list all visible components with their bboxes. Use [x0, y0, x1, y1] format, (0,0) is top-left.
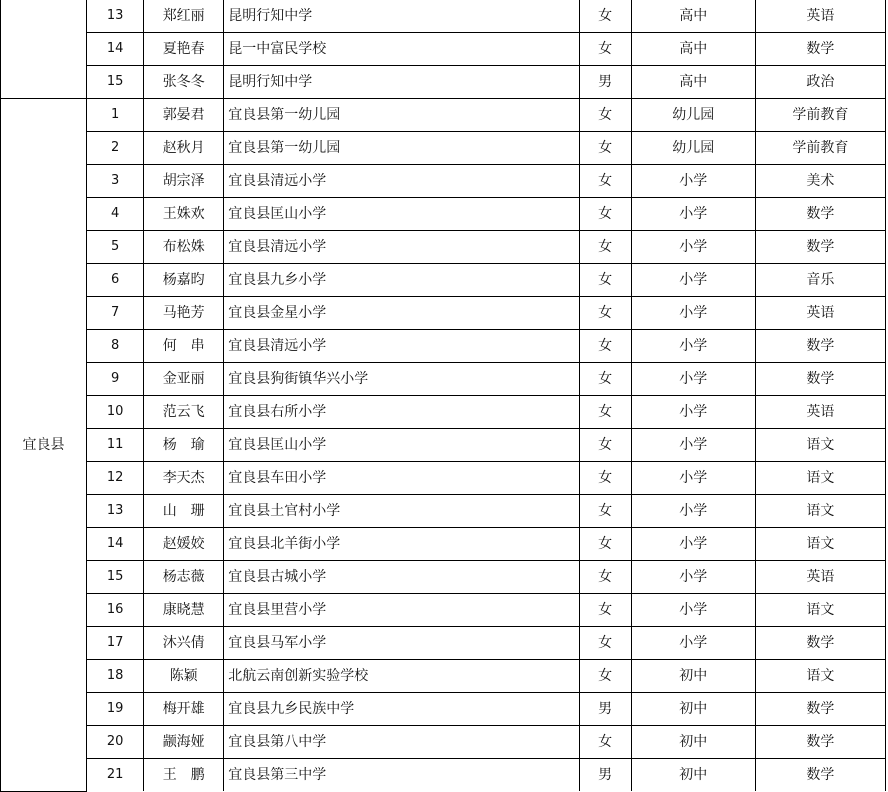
school-name-cell: 昆明行知中学: [224, 0, 579, 33]
teacher-name-cell: 杨 瑜: [144, 429, 224, 462]
school-name-cell: 宜良县北羊街小学: [224, 528, 579, 561]
teacher-name-cell: 范云飞: [144, 396, 224, 429]
school-level-cell: 小学: [631, 165, 755, 198]
subject-cell: 数学: [755, 627, 885, 660]
gender-cell: 女: [579, 396, 631, 429]
row-number-cell: 10: [87, 396, 144, 429]
school-name-cell: 宜良县里营小学: [224, 594, 579, 627]
school-name-cell: 宜良县第八中学: [224, 726, 579, 759]
table-row: [1, 627, 886, 660]
table-row: [1, 231, 886, 264]
table-row: [1, 330, 886, 363]
row-number-cell: 15: [87, 66, 144, 99]
school-name-cell: 宜良县匡山小学: [224, 198, 579, 231]
region-cell: 宜良县: [1, 99, 87, 792]
subject-cell: 语文: [755, 462, 885, 495]
school-name-cell: 宜良县九乡民族中学: [224, 693, 579, 726]
gender-cell: 女: [579, 198, 631, 231]
school-level-cell: 初中: [631, 726, 755, 759]
school-level-cell: 小学: [631, 363, 755, 396]
previous-region-cell: [1, 0, 87, 99]
school-level-cell: 高中: [631, 66, 755, 99]
table-row: [1, 693, 886, 726]
teacher-name-cell: 杨志薇: [144, 561, 224, 594]
gender-cell: 女: [579, 561, 631, 594]
row-number-cell: 13: [87, 495, 144, 528]
school-level-cell: 幼儿园: [631, 99, 755, 132]
school-name-cell: 北航云南创新实验学校: [224, 660, 579, 693]
teacher-name-cell: 康晓慧: [144, 594, 224, 627]
school-level-cell: 小学: [631, 561, 755, 594]
subject-cell: 语文: [755, 495, 885, 528]
school-name-cell: 宜良县清远小学: [224, 165, 579, 198]
table-row: [1, 0, 886, 33]
school-name-cell: 宜良县第三中学: [224, 759, 579, 792]
gender-cell: 女: [579, 462, 631, 495]
gender-cell: 女: [579, 594, 631, 627]
gender-cell: 女: [579, 165, 631, 198]
subject-cell: 数学: [755, 198, 885, 231]
teacher-name-cell: 马艳芳: [144, 297, 224, 330]
table-row: [1, 594, 886, 627]
gender-cell: 男: [579, 759, 631, 792]
teacher-name-cell: 何 串: [144, 330, 224, 363]
row-number-cell: 21: [87, 759, 144, 792]
row-number-cell: 14: [87, 33, 144, 66]
subject-cell: 语文: [755, 660, 885, 693]
table-row: [1, 264, 886, 297]
subject-cell: 数学: [755, 363, 885, 396]
school-name-cell: 宜良县古城小学: [224, 561, 579, 594]
teacher-name-cell: 金亚丽: [144, 363, 224, 396]
table-row: [1, 726, 886, 759]
subject-cell: 语文: [755, 429, 885, 462]
school-level-cell: 小学: [631, 231, 755, 264]
table-body: [1, 0, 886, 791]
subject-cell: 学前教育: [755, 132, 885, 165]
school-level-cell: 小学: [631, 462, 755, 495]
table-row: [1, 33, 886, 66]
school-level-cell: 小学: [631, 264, 755, 297]
school-level-cell: 小学: [631, 627, 755, 660]
gender-cell: 女: [579, 660, 631, 693]
school-level-cell: 小学: [631, 528, 755, 561]
school-level-cell: 小学: [631, 297, 755, 330]
subject-cell: 语文: [755, 528, 885, 561]
school-name-cell: 宜良县马军小学: [224, 627, 579, 660]
teacher-name-cell: 布松姝: [144, 231, 224, 264]
school-name-cell: 宜良县匡山小学: [224, 429, 579, 462]
row-number-cell: 2: [87, 132, 144, 165]
subject-cell: 学前教育: [755, 99, 885, 132]
school-name-cell: 宜良县狗街镇华兴小学: [224, 363, 579, 396]
gender-cell: 女: [579, 297, 631, 330]
table-row: [1, 198, 886, 231]
gender-cell: 女: [579, 33, 631, 66]
row-number-cell: 17: [87, 627, 144, 660]
table-row: [1, 132, 886, 165]
teacher-name-cell: 颛海娅: [144, 726, 224, 759]
table-row: [1, 165, 886, 198]
row-number-cell: 5: [87, 231, 144, 264]
school-level-cell: 高中: [631, 0, 755, 33]
school-name-cell: 宜良县清远小学: [224, 231, 579, 264]
row-number-cell: 9: [87, 363, 144, 396]
school-level-cell: 小学: [631, 396, 755, 429]
teacher-name-cell: 胡宗泽: [144, 165, 224, 198]
school-name-cell: 宜良县九乡小学: [224, 264, 579, 297]
teacher-name-cell: 夏艳春: [144, 33, 224, 66]
gender-cell: 女: [579, 726, 631, 759]
table-row: [1, 759, 886, 792]
school-level-cell: 初中: [631, 759, 755, 792]
teacher-name-cell: 郭晏君: [144, 99, 224, 132]
school-level-cell: 小学: [631, 594, 755, 627]
school-level-cell: 小学: [631, 429, 755, 462]
row-number-cell: 14: [87, 528, 144, 561]
teacher-name-cell: 沐兴倩: [144, 627, 224, 660]
gender-cell: 女: [579, 363, 631, 396]
table-row: [1, 660, 886, 693]
row-number-cell: 3: [87, 165, 144, 198]
teacher-name-cell: 李天杰: [144, 462, 224, 495]
teacher-name-cell: 郑红丽: [144, 0, 224, 33]
teacher-name-cell: 张冬冬: [144, 66, 224, 99]
subject-cell: 英语: [755, 297, 885, 330]
subject-cell: 数学: [755, 759, 885, 792]
school-name-cell: 宜良县右所小学: [224, 396, 579, 429]
subject-cell: 政治: [755, 66, 885, 99]
table-row: [1, 495, 886, 528]
school-name-cell: 昆明行知中学: [224, 66, 579, 99]
row-number-cell: 16: [87, 594, 144, 627]
teacher-name-cell: 赵媛姣: [144, 528, 224, 561]
row-number-cell: 4: [87, 198, 144, 231]
table-row: [1, 66, 886, 99]
gender-cell: 男: [579, 693, 631, 726]
gender-cell: 女: [579, 0, 631, 33]
table-row: [1, 396, 886, 429]
row-number-cell: 13: [87, 0, 144, 33]
school-name-cell: 宜良县清远小学: [224, 330, 579, 363]
school-level-cell: 小学: [631, 495, 755, 528]
teacher-name-cell: 山 珊: [144, 495, 224, 528]
subject-cell: 英语: [755, 396, 885, 429]
table-row: [1, 99, 886, 132]
gender-cell: 女: [579, 627, 631, 660]
row-number-cell: 8: [87, 330, 144, 363]
school-level-cell: 小学: [631, 330, 755, 363]
gender-cell: 女: [579, 132, 631, 165]
subject-cell: 英语: [755, 0, 885, 33]
school-name-cell: 宜良县土官村小学: [224, 495, 579, 528]
school-level-cell: 幼儿园: [631, 132, 755, 165]
teacher-name-cell: 杨嘉昀: [144, 264, 224, 297]
subject-cell: 数学: [755, 726, 885, 759]
teacher-name-cell: 王 鹏: [144, 759, 224, 792]
subject-cell: 数学: [755, 330, 885, 363]
teacher-name-cell: 赵秋月: [144, 132, 224, 165]
row-number-cell: 20: [87, 726, 144, 759]
subject-cell: 英语: [755, 561, 885, 594]
gender-cell: 女: [579, 264, 631, 297]
school-level-cell: 高中: [631, 33, 755, 66]
subject-cell: 数学: [755, 33, 885, 66]
school-name-cell: 宜良县车田小学: [224, 462, 579, 495]
teacher-name-cell: 梅开雄: [144, 693, 224, 726]
gender-cell: 女: [579, 495, 631, 528]
table-row: [1, 462, 886, 495]
gender-cell: 女: [579, 99, 631, 132]
row-number-cell: 11: [87, 429, 144, 462]
gender-cell: 女: [579, 231, 631, 264]
school-name-cell: 昆一中富民学校: [224, 33, 579, 66]
gender-cell: 男: [579, 66, 631, 99]
subject-cell: 音乐: [755, 264, 885, 297]
teacher-name-cell: 王姝欢: [144, 198, 224, 231]
teacher-name-cell: 陈颖: [144, 660, 224, 693]
row-number-cell: 15: [87, 561, 144, 594]
row-number-cell: 1: [87, 99, 144, 132]
gender-cell: 女: [579, 429, 631, 462]
table-row: [1, 561, 886, 594]
table-row: [1, 528, 886, 561]
gender-cell: 女: [579, 330, 631, 363]
row-number-cell: 6: [87, 264, 144, 297]
subject-cell: 数学: [755, 693, 885, 726]
table-row: [1, 429, 886, 462]
subject-cell: 美术: [755, 165, 885, 198]
school-name-cell: 宜良县金星小学: [224, 297, 579, 330]
subject-cell: 数学: [755, 231, 885, 264]
row-number-cell: 18: [87, 660, 144, 693]
subject-cell: 语文: [755, 594, 885, 627]
row-number-cell: 19: [87, 693, 144, 726]
table-row: [1, 297, 886, 330]
school-level-cell: 初中: [631, 660, 755, 693]
row-number-cell: 12: [87, 462, 144, 495]
school-name-cell: 宜良县第一幼儿园: [224, 132, 579, 165]
school-name-cell: 宜良县第一幼儿园: [224, 99, 579, 132]
gender-cell: 女: [579, 528, 631, 561]
school-level-cell: 初中: [631, 693, 755, 726]
table-row: [1, 363, 886, 396]
school-level-cell: 小学: [631, 198, 755, 231]
row-number-cell: 7: [87, 297, 144, 330]
